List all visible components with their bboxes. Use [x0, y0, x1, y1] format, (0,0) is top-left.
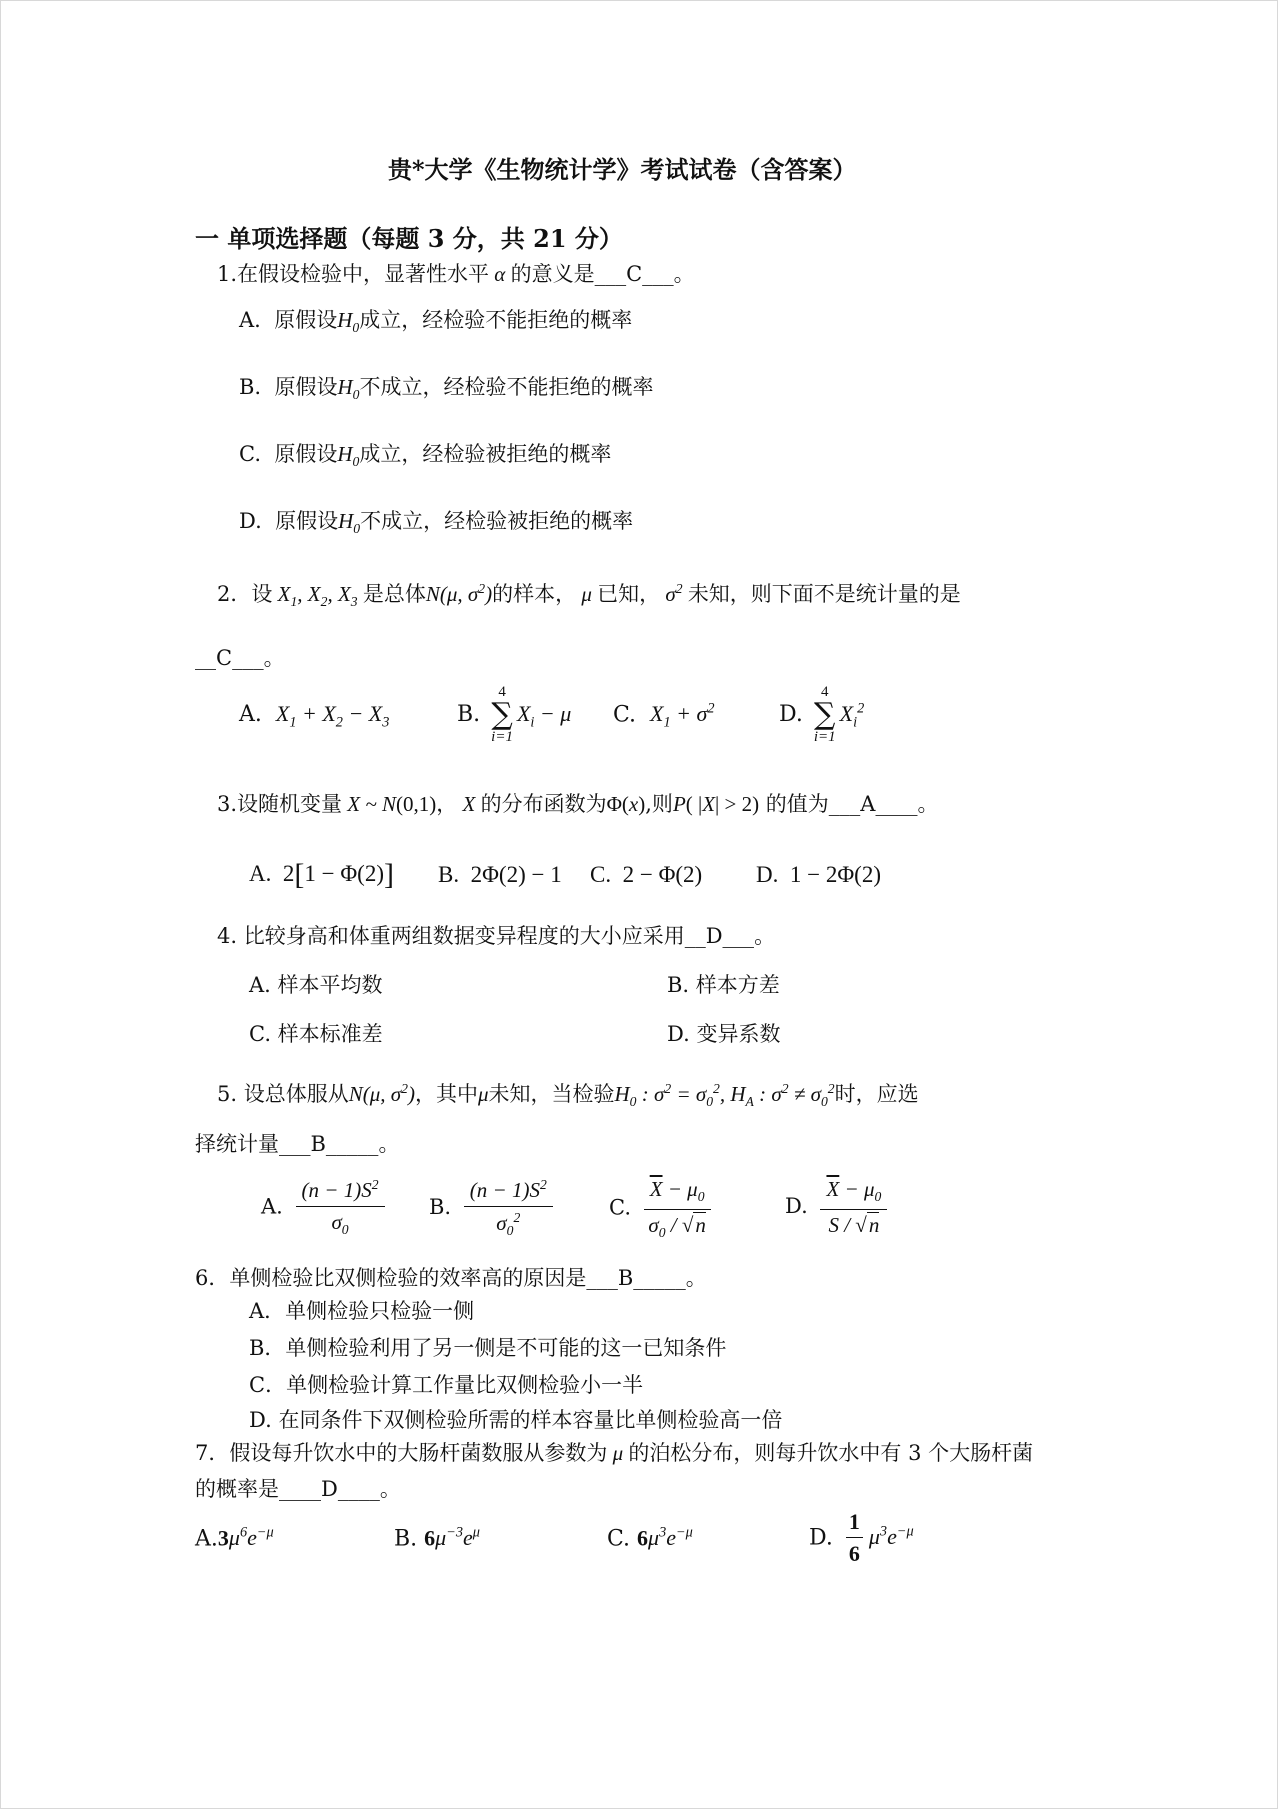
- q2-option-b: B. 4 ∑ i=1 $X_i - \mu$: [457, 684, 572, 745]
- q2-option-d: D. 4 ∑ i=1 $X_i^2$: [779, 684, 865, 745]
- q7-option-d: D. $\frac{1}{6}$ $\mu^3e^{-\mu}$: [809, 1509, 914, 1567]
- q5-option-c: C. $\frac{\overline{X} - \mu_0}{\sigma_0 / √n}$: [609, 1177, 717, 1241]
- q1-stem: 1.在假设检验中，显著性水平 α 的意义是___C___。: [217, 262, 695, 286]
- q4-option-a: A. 样本平均数: [249, 973, 383, 997]
- q1-option-b: B. 原假设$H_0$不成立，经检验不能拒绝的概率: [239, 375, 654, 403]
- q5-option-a: A. $\frac{(n - 1)S^2}{\sigma_0}$: [261, 1177, 391, 1239]
- q6-option-d: D. 在同条件下双侧检验所需的样本容量比单侧检验高一倍: [249, 1408, 783, 1432]
- q4-stem: 4. 比较身高和体重两组数据变异程度的大小应采用__D___。: [217, 924, 776, 948]
- section-heading: 一 单项选择题（每题 3 分，共 21 分）: [195, 224, 623, 253]
- q7-answer: ____D____: [279, 1477, 380, 1501]
- q5-answer: ___B_____: [279, 1132, 379, 1156]
- q6-answer: ___B_____: [586, 1266, 686, 1290]
- q2-answer: __C___: [195, 646, 264, 670]
- q1-answer: ___C___: [594, 262, 674, 286]
- q5-stem: 5. 设总体服从N(μ, $\sigma^2$)，其中μ未知，当检验$H_0$ : $\sigma^2 = \sigma_0^2$, $H_A$ : $\sigma^2 \ne \sigma_0^2$时，应选: [217, 1081, 919, 1110]
- q4-option-b: B. 样本方差: [667, 973, 780, 997]
- q3-option-d: D. 1 − 2Φ(2): [756, 862, 881, 887]
- q2-answer-line: __C___。: [195, 646, 285, 670]
- q2-options: A. $X_1 + X_2 - X_3$: [239, 701, 390, 731]
- q2-option-c: C. $X_1 + \sigma^2$: [613, 701, 715, 731]
- page-title: 贵*大学《生物统计学》考试试卷（含答案）: [388, 155, 857, 184]
- q7-option-a: $A.3\mu^6e^{-\mu}$: [195, 1525, 274, 1552]
- q6-option-c: C．单侧检验计算工作量比双侧检验小一半: [249, 1373, 644, 1397]
- q5-option-b: B. $\frac{(n - 1)S^2}{\sigma_0^2}$: [429, 1177, 559, 1240]
- q1-option-d: D. 原假设$H_0$不成立，经检验被拒绝的概率: [239, 509, 634, 537]
- q4-answer: __D___: [684, 924, 755, 948]
- alpha-symbol: α: [489, 262, 511, 286]
- q3-option-a: A. 2[1 − Φ(2)]: [249, 858, 394, 891]
- q4-option-d: D. 变异系数: [667, 1022, 781, 1046]
- q7-option-c: C. $6\mu^3e^{-\mu}$: [607, 1525, 693, 1552]
- q2-stem: 2．设 $X_1$, $X_2$, $X_3$ 是总体N(μ, $\sigma^2$)的样本， μ 已知， $\sigma^2$ 未知，则下面不是统计量的是: [217, 581, 961, 610]
- q7-option-b: B. $6\mu^{-3}e^\mu$: [394, 1525, 480, 1552]
- q6-option-b: B．单侧检验利用了另一侧是不可能的这一已知条件: [249, 1336, 727, 1360]
- q3-answer: ___A____: [828, 792, 918, 816]
- q5-stem-line2: 择统计量___B_____。: [195, 1132, 400, 1156]
- q5-option-d: D. $\frac{\overline{X} - \mu_0}{S / √n}$: [785, 1177, 893, 1238]
- q1-option-a: A. 原假设$H_0$成立，经检验不能拒绝的概率: [239, 308, 633, 336]
- q7-stem-line2: 的概率是____D____。: [195, 1477, 401, 1501]
- q3-stem: 3.设随机变量 X ~ N(0,1)， X 的分布函数为Φ(x),则P( |X| > 2) 的值为___A____。: [217, 792, 939, 816]
- q1-option-c: C. 原假设$H_0$成立，经检验被拒绝的概率: [239, 442, 612, 470]
- q6-option-a: A．单侧检验只检验一侧: [249, 1299, 475, 1323]
- q3-option-b: B. 2Φ(2) − 1: [438, 862, 562, 887]
- q6-stem: 6．单侧检验比双侧检验的效率高的原因是___B_____。: [195, 1266, 707, 1290]
- q4-option-c: C. 样本标准差: [249, 1022, 383, 1046]
- q3-option-c: C. 2 − Φ(2): [590, 862, 703, 887]
- q7-stem: 7．假设每升饮水中的大肠杆菌数服从参数为 μ 的泊松分布，则每升饮水中有 3 个大肠杆菌: [195, 1441, 1034, 1465]
